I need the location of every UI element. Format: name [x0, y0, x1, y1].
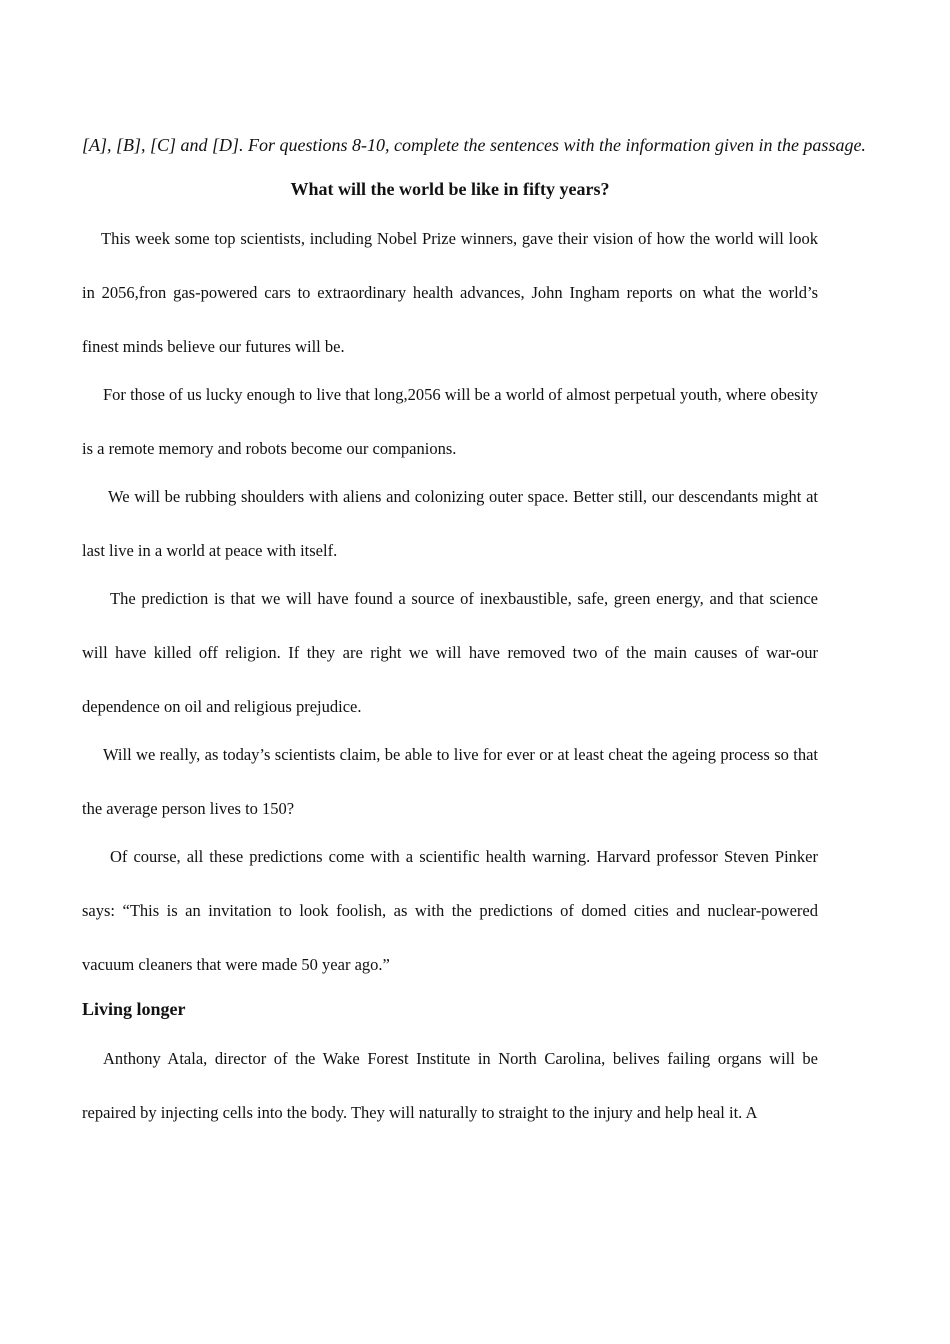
section-heading: Living longer [82, 999, 186, 1019]
paragraph-6: Of course, all these predictions come with a scientific health warning. Harvard professor Steven Pinker says: “This is an invitation to look foolish, as with the predictions of domed cities and nuclear-powered vacuum cleaners that were made 50 year ago.” [82, 847, 818, 974]
paragraph-3: We will be rubbing shoulders with aliens and colonizing outer space. Better still, our descendants might at last live in a world at peace with itself. [82, 487, 818, 560]
paragraph-2: For those of us lucky enough to live that long,2056 will be a world of almost perpetual youth, where obesity is a remote memory and robots become our companions. [82, 385, 818, 458]
document-page [82, 118, 868, 1140]
paragraph-4: The prediction is that we will have found a source of inexbaustible, safe, green energy, and that science will have killed off religion. If they are right we will have removed two of the main causes of war-our dependence on oil and religious prejudice. [82, 589, 818, 716]
paragraph-5: Will we really, as today’s scientists claim, be able to live for ever or at least cheat the ageing process so that the average person lives to 150? [82, 745, 818, 818]
article-title: What will the world be like in fifty years? [290, 179, 610, 199]
section-paragraph: Anthony Atala, director of the Wake Forest Institute in North Carolina, belives failing organs will be repaired by injecting cells into the body. They will naturally to straight to the injury and help heal it. A [82, 1049, 818, 1122]
instructions-text: [A], [B], [C] and [D]. For questions 8-10, complete the sentences with the information given in the passage. [82, 135, 866, 155]
paragraph-1: This week some top scientists, including Nobel Prize winners, gave their vision of how the world will look in 2056,fron gas-powered cars to extraordinary health advances, John Ingham reports on what the world’s finest minds believe our futures will be. [82, 229, 818, 356]
